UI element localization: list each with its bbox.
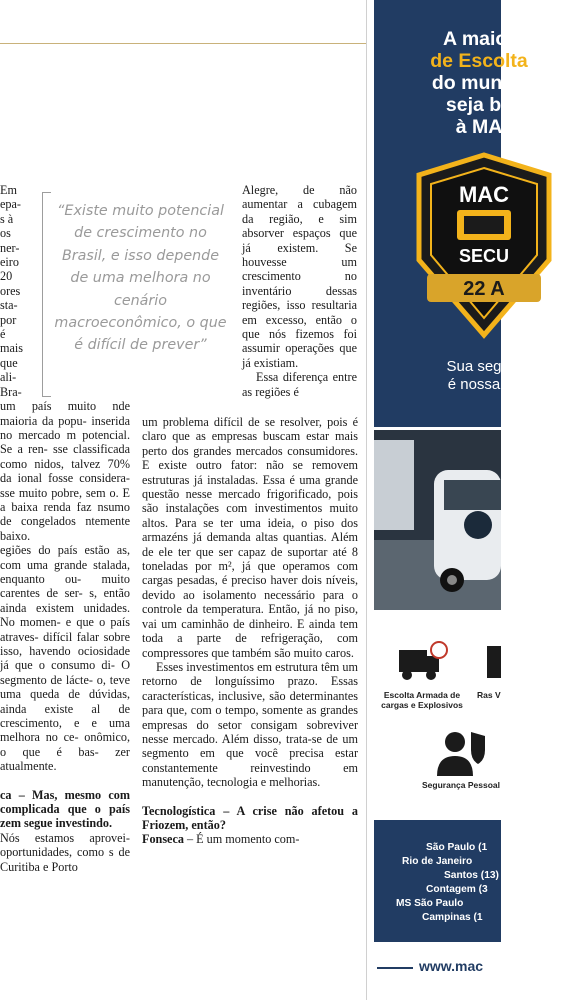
wrap-line: é (0, 327, 6, 342)
paragraph: Nós estamos aprovei- oportunidades, como s de Curitiba e Porto (0, 830, 130, 874)
wrap-line: mais (0, 341, 24, 356)
service-rastreamento-label: Ras V (477, 690, 501, 700)
ad-headline (374, 28, 584, 138)
city-item: MS São Paulo (396, 898, 464, 909)
city-item: Santos (13) (444, 870, 499, 881)
wrap-line: ner- (0, 240, 20, 255)
ad-headline-line: A maior (443, 28, 515, 50)
service-seguranca-label: Segurança Pessoal (422, 780, 500, 790)
city-item: Rio de Janeiro (402, 856, 473, 867)
wrap-line: por (0, 312, 17, 327)
badge-year-text: 22 A (463, 278, 505, 300)
vehicle-photo-illustration (374, 430, 501, 610)
answer-start (142, 832, 358, 846)
ad-headline-line: de Escolta (430, 50, 528, 72)
wrap-line: Bra- (0, 384, 22, 399)
wrap-line: epa- (0, 197, 21, 212)
city-item: Campinas (1 (422, 912, 483, 923)
pull-quote-text: “Existe muito potencial de crescimento no Brasil, e isso depende de uma melhora no cenário macroeconômico, o que é difícil de prever” (54, 203, 227, 354)
ad-headline-line: do mundo (431, 72, 527, 94)
ad-photo-vehicles (374, 430, 501, 610)
ad-slogan-line: Sua seg (446, 358, 502, 375)
paragraph: um país muito nde maioria da popu- inserida no mercado m potencial. Se a ren- sse classificada como nidos, talvez 70% da ional fosse considera- sse muito pobre, sem o. E a baixa renda faz nsumo de congelados ntemente baixo. (0, 399, 130, 543)
ad-slogan-line: é nossa (447, 376, 501, 393)
paragraph: um problema difícil de se resolver, pois é claro que as empresas buscam estar mais perto dos grandes mercados consumidores. E existe outro fator: não se removem estruturas já instaladas. Essa é uma grande questão nesse mercado frigorificado, pois são instalações com investimentos muito altos. Para se ter uma ideia, o piso dos armazéns já demanda altas quantias. Além de ele ter que ser capaz de suportar até 8 toneladas por m², já que operamos com cargas pesadas, é preciso haver dois níveis, devido ao isolamento necessário para o controle da temperatura. Então, já no piso, vai um caminhão de dinheiro. E ainda tem toda a parte de refrigeração, com compressores que também são muito caros. (142, 415, 358, 660)
column-right (242, 183, 357, 399)
wrap-line: ores (0, 283, 21, 298)
wrap-line: s à (0, 211, 14, 226)
ad-headline-line: à MA (455, 116, 503, 138)
website-rule (377, 967, 413, 969)
wrap-line: ali- (0, 370, 17, 385)
wrap-line: os (0, 226, 11, 241)
paragraph: Alegre, de não aumentar a cubagem da região, e sim absorver espaços que já existem. Se houvesse um crescimento no inventário dessas regiões, isso resultaria em excesso, então o que nós fizemos foi assumir operações que já existiam. (242, 183, 357, 370)
ad-banner (374, 0, 528, 427)
wrap-line: que (0, 355, 18, 370)
speaker-name: Fonseca (142, 832, 184, 847)
badge-mid-text: SECU (458, 246, 510, 266)
ad-locations (374, 820, 501, 942)
wrap-line: Em (0, 183, 17, 197)
badge-top-text: MAC (458, 182, 510, 207)
wrap-line: sta- (0, 298, 18, 313)
service-escolta-label: Escolta Armada de cargas e Explosivos (381, 690, 463, 710)
paragraph: Esses investimentos em estrutura têm um retorno de longuíssimo prazo. Essas características, inclusive, são determinantes para que, com o tempo, somente as grandes empresas do setor consigam sobreviver nesse mercado. Além disso, trata-se de um segmento em que você precisa estar constantemente reinvestindo em manutenção, tecnologia e melhorias. (142, 659, 358, 790)
security-badge-logo (409, 150, 559, 340)
city-item: Contagem (3 (426, 884, 488, 895)
interview-question: Tecnologística – A crise não afetou a Friozem, então? (142, 803, 358, 832)
answer-text: – É um momento com- (183, 832, 300, 847)
tracking-icon (485, 642, 501, 682)
advertisement[interactable] (366, 0, 528, 1000)
paragraph: egiões do país estão as, com uma grande stalada, enquanto ou- muito carentes de ser- s, então ainda existem unidades. No momen- e que o país atraves- difícil falar sobre isso, havendo ociosidade já que o consumo di- O segmento de lácte- o, teve uma queda de dúvidas, ainda existe al de crescimento, e e uma melhora no ce- onômico, o que é bas- zer atualmente. (0, 543, 130, 774)
ad-website[interactable]: www.mac (419, 958, 484, 974)
city-item: São Paulo (1 (426, 842, 488, 853)
paragraph: Essa diferença entre as regiões é (242, 370, 357, 399)
wrap-line: 20 (0, 269, 13, 284)
column-center (142, 415, 358, 847)
ad-slogan (374, 358, 574, 394)
quote-corner (43, 396, 51, 397)
interview-question: ca – Mas, mesmo com complicada que o país zem segue investindo. (0, 787, 130, 831)
ad-headline-line: seja be (445, 94, 513, 116)
header-rule (0, 43, 366, 44)
person-shield-icon (435, 728, 487, 778)
quote-corner (43, 192, 51, 193)
armored-truck-icon (397, 640, 447, 685)
pull-quote (42, 192, 229, 397)
wrap-line: eiro (0, 255, 19, 270)
